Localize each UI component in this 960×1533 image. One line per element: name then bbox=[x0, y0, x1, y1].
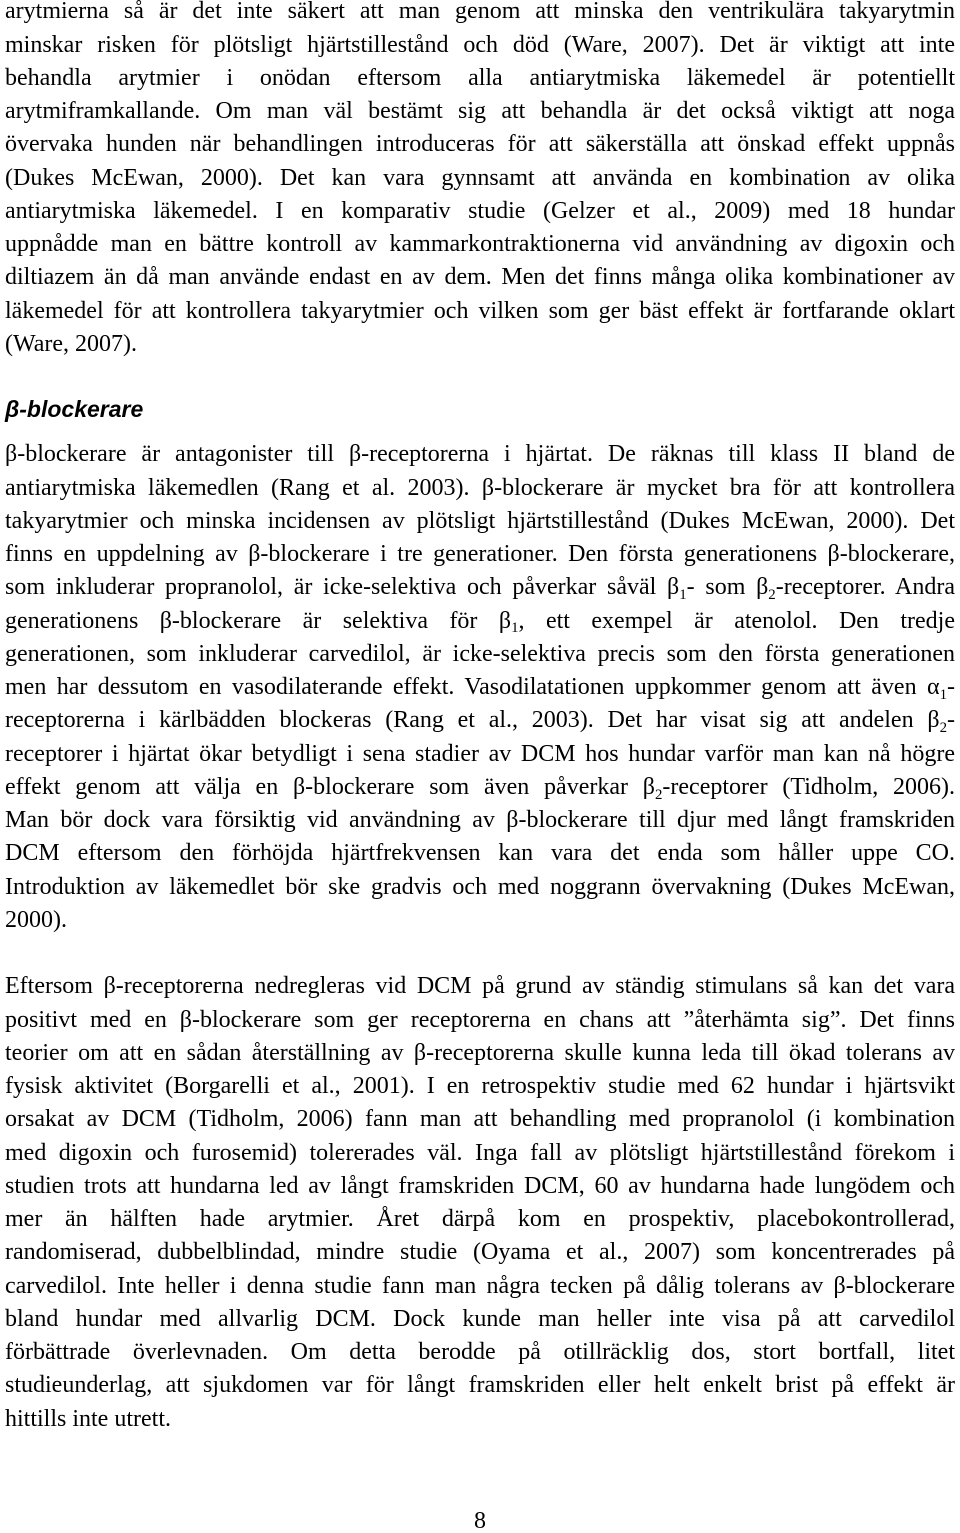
text-run: men har dessutom en vasodilaterande effekt. Vasodilatationen uppkommer genom att även α bbox=[5, 674, 940, 701]
text-run: övervaka hunden när behandlingen introduceras för att säkerställa att önskad effekt uppnås bbox=[5, 131, 955, 158]
text-line bbox=[5, 871, 955, 904]
text-line bbox=[5, 295, 955, 328]
text-run: receptorerna i kärlbädden blockeras (Rang et al., 2003). Det har visat sig att andelen β bbox=[5, 707, 940, 734]
text-line bbox=[5, 328, 955, 361]
text-line bbox=[5, 771, 955, 804]
text-line bbox=[5, 95, 955, 128]
subscript: 1 bbox=[511, 620, 519, 637]
text-line bbox=[5, 472, 955, 505]
text-line bbox=[5, 605, 955, 638]
text-run: med digoxin och furosemid) tolererades väl. Inga fall av plötsligt hjärtstillestånd förekom i bbox=[5, 1139, 955, 1166]
text-run: generationen, som inkluderar carvedilol, är icke-selektiva precis som den första generationen bbox=[5, 640, 955, 667]
text-run: -receptorer. Andra bbox=[775, 574, 955, 601]
text-line bbox=[5, 571, 955, 604]
text-run: studieunderlag, att sjukdomen var för långt framskriden eller helt enkelt brist på effekt är bbox=[5, 1372, 955, 1399]
text-line bbox=[5, 438, 955, 471]
text-run: carvedilol. Inte heller i denna studie fann man några tecken på dålig tolerans av β-blockerare bbox=[5, 1272, 955, 1299]
text-run: - bbox=[947, 674, 955, 701]
text-run: 2000). bbox=[5, 906, 67, 933]
text-run: takyarytmier och minska incidensen av plötsligt hjärtstillestånd (Dukes McEwan, 2000). Det bbox=[5, 507, 955, 534]
text-run: effekt genom att välja en β-blockerare som även påverkar β bbox=[5, 773, 655, 800]
text-line bbox=[5, 1203, 955, 1236]
paragraph-beta-blockers-studies bbox=[5, 970, 955, 1436]
text-run: positivt med en β-blockerare som ger receptorerna en chans att ”återhämta sig”. Det finns bbox=[5, 1006, 955, 1033]
text-run: orsakat av DCM (Tidholm, 2006) fann man att behandling med propranolol (i kombination bbox=[5, 1106, 955, 1133]
text-run: diltiazem än då man använde endast en av dem. Men det finns många olika kombinationer av bbox=[5, 264, 955, 291]
text-run: - bbox=[947, 707, 955, 734]
text-run: antiarytmiska läkemedlen (Rang et al. 2003). β-blockerare är mycket bra för att kontrollera bbox=[5, 474, 955, 501]
text-run: (Ware, 2007). bbox=[5, 330, 138, 357]
text-run: antiarytmiska läkemedel. I en komparativ studie (Gelzer et al., 2009) med 18 hundar bbox=[5, 197, 955, 224]
text-line bbox=[5, 0, 955, 29]
text-run: finns en uppdelning av β-blockerare i tre generationer. Den första generationens β-blockerare, bbox=[5, 541, 955, 568]
text-line bbox=[5, 29, 955, 62]
text-run: som inkluderar propranolol, är icke-selektiva och påverkar såväl β bbox=[5, 574, 680, 601]
text-run: läkemedel för att kontrollera takyarytmier och vilken som ger bäst effekt är fortfarande oklart bbox=[5, 297, 955, 324]
text-line bbox=[5, 1403, 955, 1436]
text-run: uppnådde man en bättre kontroll av kammarkontraktionerna vid användning av digoxin och bbox=[5, 231, 955, 258]
text-line bbox=[5, 128, 955, 161]
text-run: teorier om att en sådan återställning av β-receptorerna skulle kunna leda till ökad tolerans av bbox=[5, 1039, 955, 1066]
text-line bbox=[5, 1070, 955, 1103]
text-run: receptorer i hjärtat ökar betydligt i sena stadier av DCM hos hundar varför man kan nå högre bbox=[5, 740, 955, 767]
text-line bbox=[5, 970, 955, 1003]
text-run: studien trots att hundarna led av långt framskriden DCM, 60 av hundarna hade lungödem och bbox=[5, 1172, 955, 1199]
text-run: fysisk aktivitet (Borgarelli et al., 2001). I en retrospektiv studie med 62 hundar i hjärtsvikt bbox=[5, 1073, 955, 1100]
text-run: minskar risken för plötsligt hjärtstillestånd och död (Ware, 2007). Det är viktigt att inte bbox=[5, 31, 955, 58]
text-line bbox=[5, 195, 955, 228]
text-line bbox=[5, 261, 955, 294]
text-run: förbättrade överlevnaden. Om detta berodde på otillräcklig dos, stort bortfall, litet bbox=[5, 1339, 955, 1366]
text-line bbox=[5, 228, 955, 261]
subscript: 2 bbox=[654, 786, 663, 803]
text-line bbox=[5, 538, 955, 571]
text-line bbox=[5, 804, 955, 837]
text-line bbox=[5, 1336, 955, 1369]
text-run: - som β bbox=[686, 574, 769, 601]
subscript: 1 bbox=[679, 587, 687, 604]
text-run: (Dukes McEwan, 2000). Det kan vara gynnsamt att använda en kombination av olika bbox=[5, 164, 955, 191]
paragraph-beta-blockers-intro bbox=[5, 438, 955, 937]
text-run: Introduktion av läkemedlet bör ske gradvis och med noggrann övervakning (Dukes McEwan, bbox=[5, 873, 955, 900]
text-run: hittills inte utrett. bbox=[5, 1405, 171, 1432]
text-line bbox=[5, 1103, 955, 1136]
subscript: 2 bbox=[939, 720, 947, 737]
text-run: bland hundar med allvarlig DCM. Dock kunde man heller inte visa på att carvedilol bbox=[5, 1305, 955, 1332]
text-line bbox=[5, 1170, 955, 1203]
text-run: generationens β-blockerare är selektiva för β bbox=[5, 607, 512, 634]
text-run: -receptorer (Tidholm, 2006). bbox=[662, 773, 955, 800]
text-line bbox=[5, 1303, 955, 1336]
section-heading: β-blockerare bbox=[5, 396, 144, 422]
text-line bbox=[5, 62, 955, 95]
text-line bbox=[5, 1004, 955, 1037]
paragraph-arrhythmia-treatment bbox=[5, 0, 955, 361]
text-line bbox=[5, 837, 955, 870]
text-run: , ett exempel är atenolol. Den tredje bbox=[518, 607, 955, 634]
text-line bbox=[5, 1369, 955, 1402]
text-run: Eftersom β-receptorerna nedregleras vid DCM på grund av ständig stimulans så kan det vara bbox=[5, 973, 955, 1000]
text-run: arytmierna så är det inte säkert att man genom att minska den ventrikulära takyarytmin bbox=[5, 0, 955, 25]
text-line bbox=[5, 638, 955, 671]
text-run: arytmiframkallande. Om man väl bestämt sig att behandla är det också viktigt att noga bbox=[5, 98, 955, 125]
text-run: behandla arytmier i onödan eftersom alla antiarytmiska läkemedel är potentiellt bbox=[5, 64, 955, 91]
text-line bbox=[5, 704, 955, 737]
text-run: randomiserad, dubbelblindad, mindre studie (Oyama et al., 2007) som koncentrerades på bbox=[5, 1239, 955, 1266]
subscript: 1 bbox=[939, 686, 947, 703]
text-line bbox=[5, 671, 955, 704]
subscript: 2 bbox=[768, 587, 776, 604]
text-line bbox=[5, 1137, 955, 1170]
text-run: Man bör dock vara försiktig vid användning av β-blockerare till djur med långt framskriden bbox=[5, 807, 955, 834]
text-line bbox=[5, 505, 955, 538]
text-run: β-blockerare är antagonister till β-receptorerna i hjärtat. De räknas till klass II bland de bbox=[5, 441, 955, 468]
text-line bbox=[5, 1236, 955, 1269]
text-line bbox=[5, 904, 955, 937]
text-line bbox=[5, 162, 955, 195]
text-run: DCM eftersom den förhöjda hjärtfrekvensen kan vara det enda som håller uppe CO. bbox=[5, 840, 955, 867]
text-run: mer än hälften hade arytmier. Året därpå kom en prospektiv, placebokontrollerad, bbox=[5, 1206, 955, 1233]
text-line bbox=[5, 738, 955, 771]
text-line bbox=[5, 1270, 955, 1303]
text-line bbox=[5, 1037, 955, 1070]
page-number: 8 bbox=[474, 1508, 486, 1533]
